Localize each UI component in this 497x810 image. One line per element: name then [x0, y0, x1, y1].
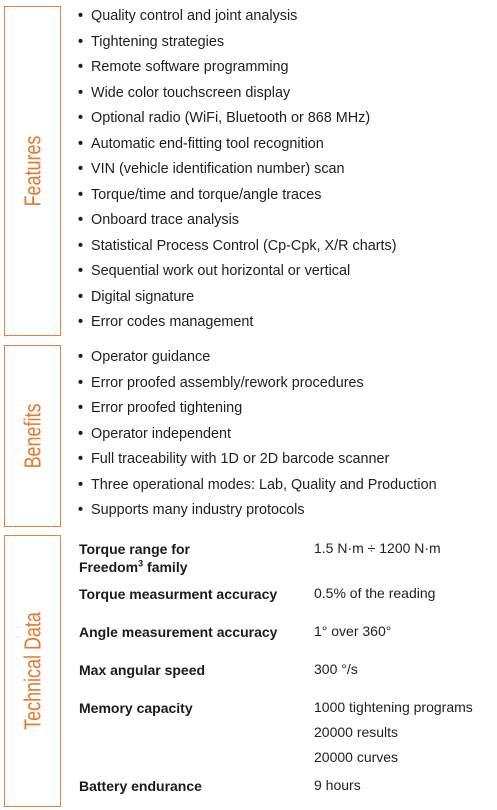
list-item: • Wide color touchscreen display	[78, 81, 397, 107]
row-value: 1.5 N·m ÷ 1200 N·m	[314, 540, 441, 556]
list-item: • Sequential work out horizontal or vertical	[78, 259, 397, 285]
row-label: Battery endurance	[79, 778, 202, 794]
benefits-heading: Benefits	[19, 403, 45, 469]
row-value: 1° over 360°	[314, 623, 392, 639]
list-item: • Operator independent	[78, 422, 437, 448]
list-item: • Error proofed tightening	[78, 396, 437, 422]
technical-data-tab	[4, 535, 61, 807]
list-item: • Error proofed assembly/rework procedures	[78, 371, 437, 397]
list-item: • Full traceability with 1D or 2D barcode scanner	[78, 447, 437, 473]
row-label: Angle measurement accuracy	[79, 624, 278, 640]
row-label: Memory capacity	[79, 700, 193, 716]
list-item: • Supports many industry protocols	[78, 498, 437, 524]
list-item: • Optional radio (WiFi, Bluetooth or 868 MHz)	[78, 106, 397, 132]
row-value: 300 °/s	[314, 661, 358, 677]
row-value: 9 hours	[314, 777, 361, 793]
row-label: Torque measurment accuracy	[79, 586, 278, 602]
row-value: 0.5% of the reading	[314, 585, 436, 601]
row-label: Max angular speed	[79, 662, 206, 678]
row-label: Torque range for Freedom$^3$ family	[79, 541, 190, 575]
benefits-tab	[4, 345, 61, 527]
list-item: • Torque/time and torque/angle traces	[78, 183, 397, 209]
list-item: • Three operational modes: Lab, Quality and Production	[78, 473, 437, 499]
list-item: • Onboard trace analysis	[78, 208, 397, 234]
list-item: • Tightening strategies	[78, 30, 397, 56]
row-value: 1000 tightening programs	[314, 699, 473, 715]
list-item: • Quality control and joint analysis	[78, 4, 397, 30]
row-value: 20000 results	[314, 724, 399, 740]
features-heading: Features	[19, 135, 45, 207]
list-item: • VIN (vehicle identification number) scan	[78, 157, 397, 183]
list-item: • Statistical Process Control (Cp-Cpk, X/R charts)	[78, 234, 397, 260]
row-value: 20000 curves	[314, 749, 399, 765]
list-item: • Remote software programming	[78, 55, 397, 81]
features-list	[78, 4, 397, 336]
list-item: • Error codes management	[78, 310, 397, 336]
technical-data-heading: Technical Data	[19, 612, 45, 730]
list-item: • Digital signature	[78, 285, 397, 311]
benefits-list	[78, 345, 437, 524]
features-tab	[4, 6, 61, 336]
list-item: • Operator guidance	[78, 345, 437, 371]
list-item: • Automatic end-fitting tool recognition	[78, 132, 397, 158]
